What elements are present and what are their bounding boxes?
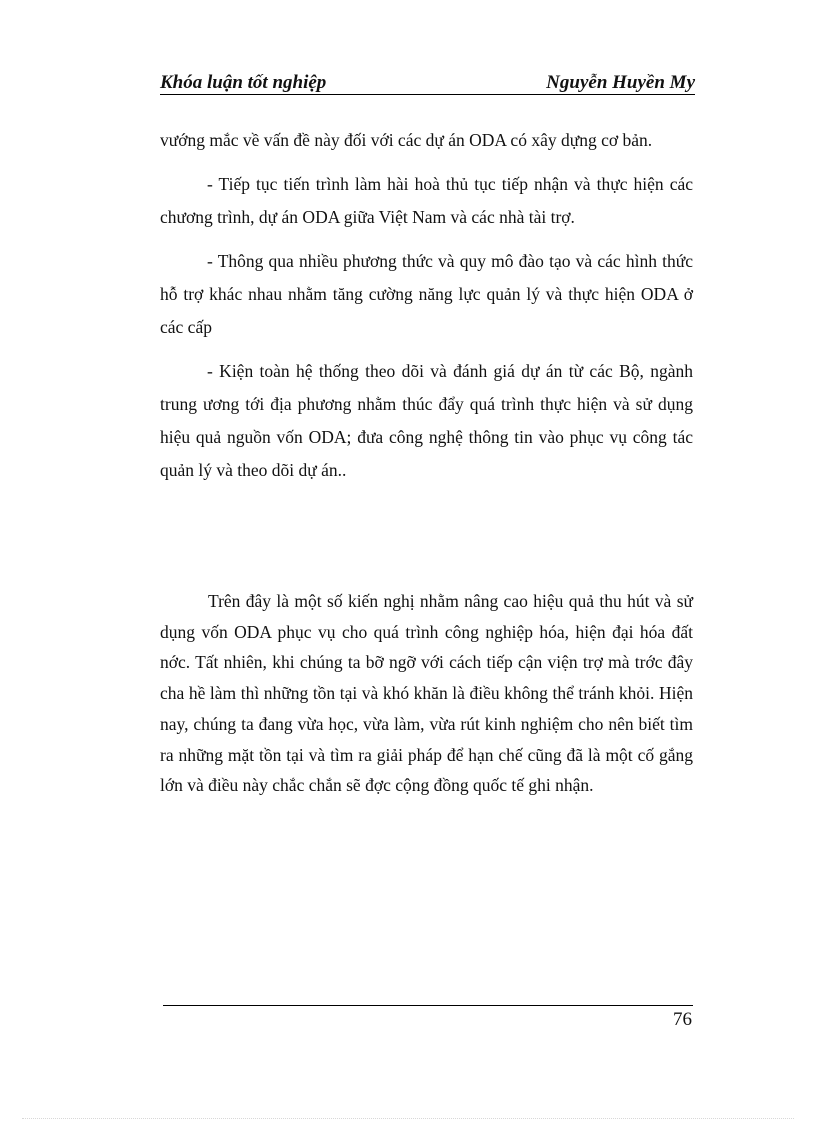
page-bottom-border bbox=[22, 1118, 794, 1119]
footer-divider bbox=[163, 1005, 693, 1006]
page-number: 76 bbox=[673, 1009, 692, 1030]
paragraph-conclusion: Trên đây là một số kiến nghị nhằm nâng cao hiệu quả thu hút và sử dụng vốn ODA phục vụ cho quá trình công nghiệp hóa, hiện đại hóa đất nớc. Tất nhiên, khi chúng ta bỡ ngỡ với cách tiếp cận viện trợ mà trớc đây cha hề làm thì những tồn tại và khó khăn là điều không thể tránh khỏi. Hiện nay, chúng ta đang vừa học, vừa làm, vừa rút kinh nghiệm cho nên biết tìm ra những mặt tồn tại và tìm ra giải pháp để hạn chế cũng đã là một cố gắng lớn và điều này chắc chắn sẽ đợc cộng đồng quốc tế ghi nhận. bbox=[160, 591, 693, 796]
page-header bbox=[160, 70, 695, 95]
author-name: Nguyễn Huyền My bbox=[546, 72, 695, 93]
paragraph-monitoring-system: - Kiện toàn hệ thống theo dõi và đánh giá dự án từ các Bộ, ngành trung ương tới địa phương nhằm thúc đẩy quá trình thực hiện và sử dụng hiệu quả nguồn vốn ODA; đưa công nghệ thông tin vào phục vụ công tác quản lý và theo dõi dự án.. bbox=[160, 361, 693, 480]
document-title: Khóa luận tốt nghiệp bbox=[160, 72, 327, 93]
body-text bbox=[160, 124, 693, 487]
paragraph-harmonize-procedures: - Tiếp tục tiến trình làm hài hoà thủ tục tiếp nhận và thực hiện các chương trình, dự án ODA giữa Việt Nam và các nhà tài trợ. bbox=[160, 174, 693, 227]
paragraph-training-capacity: - Thông qua nhiều phương thức và quy mô đào tạo và các hình thức hỗ trợ khác nhau nhằm tăng cường năng lực quản lý và thực hiện ODA ở các cấp bbox=[160, 251, 693, 337]
paragraph-continuation: vướng mắc về vấn đề này đối với các dự án ODA có xây dựng cơ bản. bbox=[160, 130, 653, 150]
